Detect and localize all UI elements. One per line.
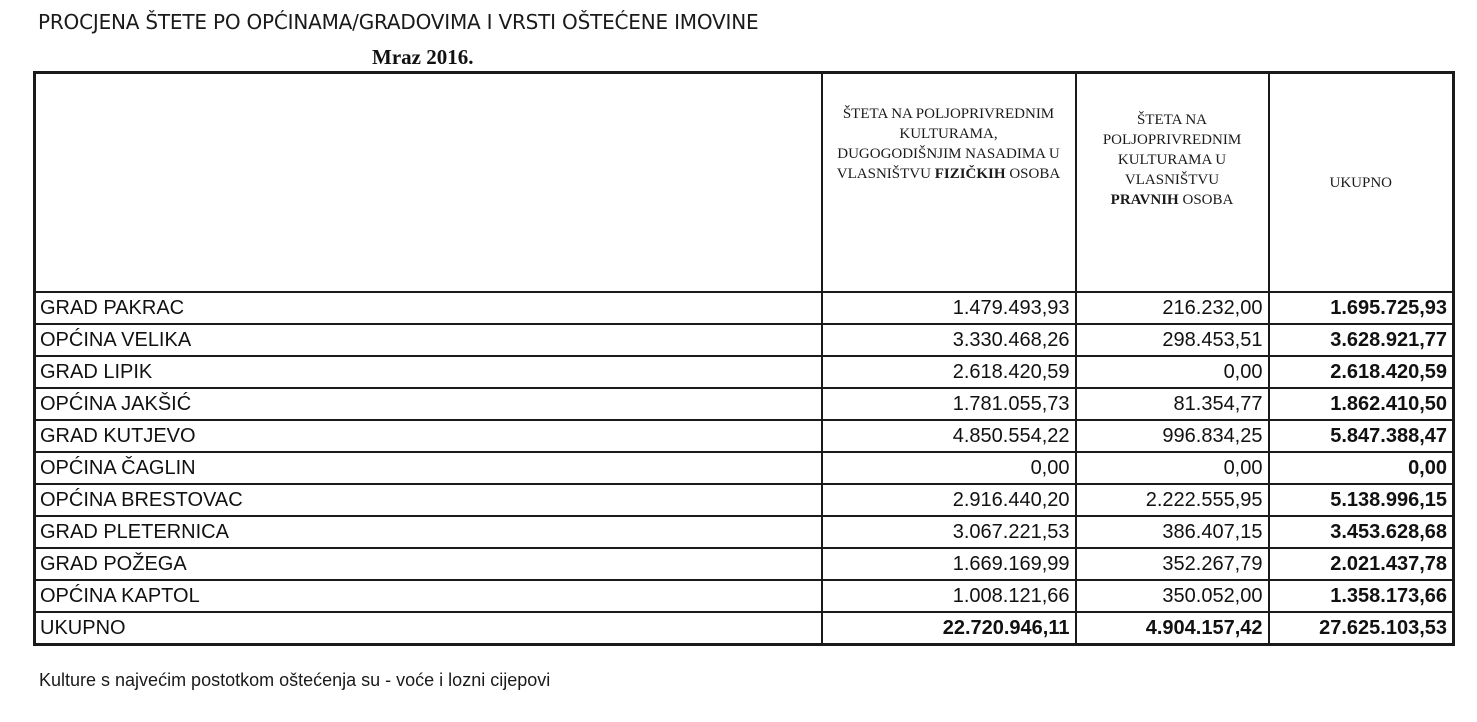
row-pravne: 352.267,79 — [1076, 548, 1269, 580]
damage-table — [33, 71, 1455, 646]
row-name: GRAD PAKRAC — [35, 292, 822, 324]
row-fizicke: 3.067.221,53 — [822, 516, 1076, 548]
row-name: GRAD PLETERNICA — [35, 516, 822, 548]
row-name: GRAD KUTJEVO — [35, 420, 822, 452]
row-fizicke: 1.479.493,93 — [822, 292, 1076, 324]
row-ukupno: 5.138.996,15 — [1269, 484, 1454, 516]
table-row — [35, 452, 1454, 484]
row-fizicke: 1.669.169,99 — [822, 548, 1076, 580]
row-name: OPĆINA BRESTOVAC — [35, 484, 822, 516]
header-pravne-line: VLASNIŠTVU — [1124, 172, 1220, 188]
table-row — [35, 548, 1454, 580]
footnote: Kulture s najvećim postotkom oštećenja su - voće i lozni cijepovi — [39, 670, 551, 690]
header-pravne-line: POLJOPRIVREDNIM — [1102, 132, 1242, 148]
row-pravne: 0,00 — [1076, 452, 1269, 484]
header-fizicke-bold: FIZIČKIH — [934, 166, 1006, 182]
row-fizicke: 3.330.468,26 — [822, 324, 1076, 356]
row-fizicke: 0,00 — [822, 452, 1076, 484]
row-ukupno: 1.358.173,66 — [1269, 580, 1454, 612]
row-ukupno: 5.847.388,47 — [1269, 420, 1454, 452]
row-name: OPĆINA KAPTOL — [35, 580, 822, 612]
document-subtitle: Mraz 2016. — [372, 45, 474, 69]
table-row — [35, 420, 1454, 452]
row-ukupno: 3.453.628,68 — [1269, 516, 1454, 548]
row-ukupno: 2.021.437,78 — [1269, 548, 1454, 580]
header-pravne-line: KULTURAMA U — [1117, 152, 1227, 168]
table-row — [35, 516, 1454, 548]
table-row — [35, 324, 1454, 356]
row-pravne: 81.354,77 — [1076, 388, 1269, 420]
row-ukupno: 2.618.420,59 — [1269, 356, 1454, 388]
header-pravne-line: ŠTETA NA — [1136, 112, 1208, 128]
header-pravne-line — [1077, 190, 1268, 210]
row-fizicke: 1.781.055,73 — [822, 388, 1076, 420]
row-name: OPĆINA ČAGLIN — [35, 452, 822, 484]
header-fizicke-line: ŠTETA NA POLJOPRIVREDNIM — [842, 106, 1055, 122]
header-ukupno: UKUPNO — [1269, 73, 1454, 293]
row-ukupno: 3.628.921,77 — [1269, 324, 1454, 356]
header-fizicke-line: DUGOGODIŠNJIM NASADIMA U — [837, 146, 1060, 162]
table-row — [35, 580, 1454, 612]
row-pravne: 996.834,25 — [1076, 420, 1269, 452]
table-header-row — [35, 73, 1454, 293]
total-fizicke: 22.720.946,11 — [822, 612, 1076, 645]
table-row — [35, 292, 1454, 324]
row-pravne: 0,00 — [1076, 356, 1269, 388]
table-row — [35, 356, 1454, 388]
header-name — [35, 73, 822, 293]
header-fizicke-line — [823, 164, 1075, 184]
header-pravne-suffix: OSOBA — [1178, 192, 1234, 208]
header-fizicke-prefix: VLASNIŠTVU — [836, 166, 935, 182]
table-total-row — [35, 612, 1454, 645]
row-fizicke: 2.618.420,59 — [822, 356, 1076, 388]
row-pravne: 2.222.555,95 — [1076, 484, 1269, 516]
total-pravne: 4.904.157,42 — [1076, 612, 1269, 645]
header-fizicke-suffix: OSOBA — [1005, 166, 1061, 182]
table-row — [35, 388, 1454, 420]
header-pravne-bold: PRAVNIH — [1110, 192, 1179, 208]
row-fizicke: 1.008.121,66 — [822, 580, 1076, 612]
row-fizicke: 4.850.554,22 — [822, 420, 1076, 452]
row-name: GRAD POŽEGA — [35, 548, 822, 580]
row-ukupno: 1.862.410,50 — [1269, 388, 1454, 420]
row-fizicke: 2.916.440,20 — [822, 484, 1076, 516]
row-pravne: 298.453,51 — [1076, 324, 1269, 356]
document-title: PROCJENA ŠTETE PO OPĆINAMA/GRADOVIMA I VRSTI OŠTEĆENE IMOVINE — [38, 10, 759, 34]
header-fizicke-line: KULTURAMA, — [899, 126, 998, 142]
row-name: GRAD LIPIK — [35, 356, 822, 388]
row-pravne: 350.052,00 — [1076, 580, 1269, 612]
header-fizicke-osobe — [822, 73, 1076, 293]
header-pravne-osobe — [1076, 73, 1269, 293]
row-ukupno: 0,00 — [1269, 452, 1454, 484]
row-pravne: 216.232,00 — [1076, 292, 1269, 324]
row-name: OPĆINA VELIKA — [35, 324, 822, 356]
row-ukupno: 1.695.725,93 — [1269, 292, 1454, 324]
table-row — [35, 484, 1454, 516]
total-name: UKUPNO — [35, 612, 822, 645]
total-ukupno: 27.625.103,53 — [1269, 612, 1454, 645]
row-pravne: 386.407,15 — [1076, 516, 1269, 548]
row-name: OPĆINA JAKŠIĆ — [35, 388, 822, 420]
